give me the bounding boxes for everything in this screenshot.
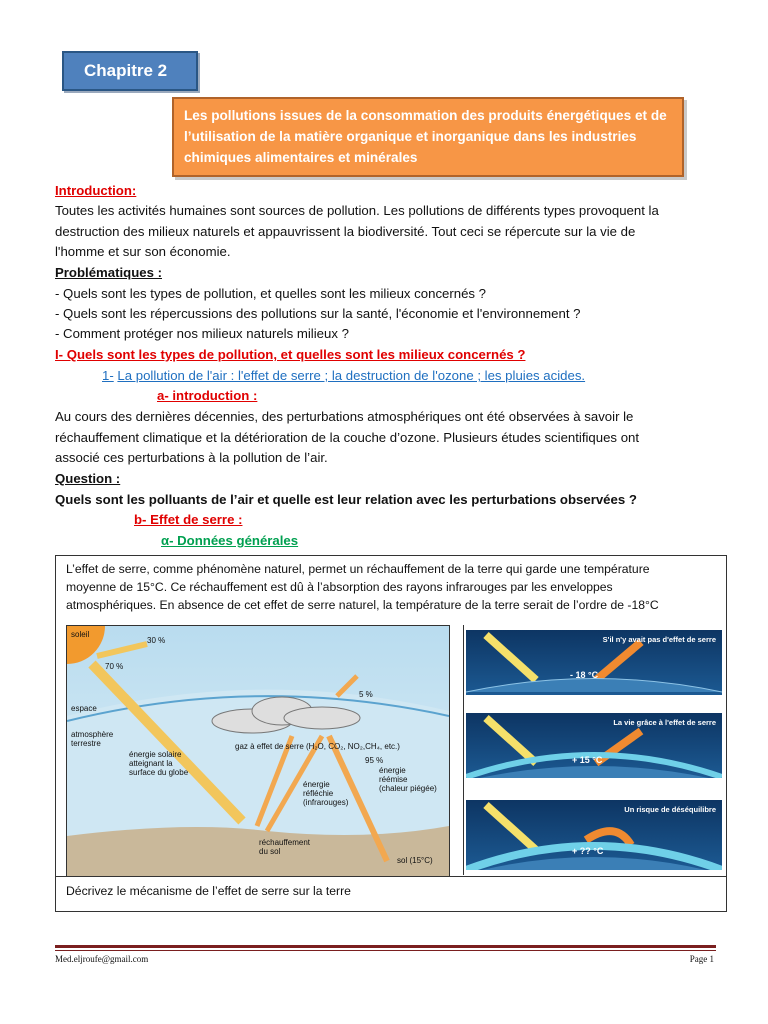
label-espace: espace [71, 704, 97, 713]
panel-caption: Un risque de déséquilibre [624, 805, 716, 814]
label-rechauffement: réchauffement du sol [259, 838, 310, 856]
label-atmosphere: atmosphère terrestre [71, 730, 114, 748]
frame-intro-line: moyenne de 15°C. Ce réchauffement est dû à l’absorption des rayons infrarouges par les enveloppes [66, 580, 613, 595]
problematic-item: - Quels sont les types de pollution, et quelles sont les milieux concernés ? [55, 286, 487, 301]
label-reemise: énergie réémise (chaleur piégée) [379, 766, 437, 793]
alpha-heading: α- Données générales [161, 533, 299, 548]
question-label: Question : [55, 471, 121, 486]
label-95: 95 % [365, 756, 384, 765]
subsection-number: 1- [102, 368, 114, 383]
panel-no-greenhouse [466, 630, 722, 695]
a-heading: a- introduction : [157, 388, 258, 403]
panel-imbalance [466, 800, 722, 870]
label-70: 70 % [105, 662, 124, 671]
greenhouse-diagram-art [67, 626, 449, 876]
intro-heading: Introduction: [55, 183, 137, 198]
frame-intro [66, 560, 659, 615]
b-heading: b- Effet de serre : [134, 512, 243, 527]
chapter-title: Les pollutions issues de la consommation des produits énergétiques et de l’utilisation de la matière organique et inorganique dans les industries chimiques alimentaires et minérales [172, 97, 684, 177]
frame-intro-line: atmosphériques. En absence de cet effet de serre naturel, la température de la terre serait de l’ordre de -18°C [66, 598, 659, 613]
footer-rule [55, 945, 716, 948]
intro-line: Toutes les activités humaines sont sources de pollution. Les pollutions de différents types provoquent la [55, 203, 659, 218]
label-gaz: gaz à effet de serre (H₂O, CO₂, NO₂,CH₄, etc.) [235, 742, 400, 751]
frame-prompt: Décrivez le mécanisme de l’effet de serre sur la terre [66, 884, 351, 898]
footer-page: Page 1 [689, 954, 714, 964]
chapter-label: Chapitre 2 [84, 61, 168, 80]
panel-caption: La vie grâce à l'effet de serre [613, 718, 716, 727]
intro-line: l'homme et sur son économie. [55, 244, 231, 259]
label-energie-solaire: énergie solaire atteignant la surface du globe [129, 750, 189, 777]
panel-temp: - 18 °C [570, 670, 599, 680]
problematic-item: - Quels sont les répercussions des pollutions sur la santé, l'économie et l'environnement ? [55, 306, 581, 321]
subsection-title [102, 366, 585, 387]
intro-line: destruction des milieux naturels et appauvrissent la biodiversité. Tout ceci se répercute sur la vie de [55, 224, 636, 239]
subsection-text: La pollution de l'air : l'effet de serre ; la destruction de l'ozone ; les pluies acides. [117, 368, 586, 383]
label-reflechie: énergie réfléchie (infrarouges) [303, 780, 349, 807]
chapter-badge [62, 51, 198, 91]
frame-intro-line: L’effet de serre, comme phénomène naturel, permet un réchauffement de la terre qui garde une température [66, 562, 650, 576]
problematic-item: - Comment protéger nos milieux naturels milieux ? [55, 326, 349, 341]
greenhouse-diagram [66, 625, 450, 877]
panel-temp: + 15 °C [572, 755, 603, 765]
panel-caption: S'il n'y avait pas d'effet de serre [602, 635, 716, 644]
section1-heading: I- Quels sont les types de pollution, et quelles sont les milieux concernés ? [55, 347, 526, 362]
problematics-heading: Problématiques : [55, 265, 162, 280]
label-5: 5 % [359, 690, 373, 699]
panel-temp: + ?? °C [572, 846, 604, 856]
a-line: réchauffement climatique et la détérioration de la couche d’ozone. Plusieurs études scientifiques ont [55, 430, 640, 445]
footer-email: Med.eljroufe@gmail.com [55, 954, 149, 964]
a-line: Au cours des dernières décennies, des perturbations atmosphériques ont été observées à savoir le [55, 409, 634, 424]
label-sol: sol (15°C) [397, 856, 433, 865]
label-soleil: soleil [71, 630, 90, 639]
panel-greenhouse [466, 713, 722, 778]
footer-rule-thin [55, 950, 716, 951]
a-line: associé ces perturbations à la pollution de l’air. [55, 450, 328, 465]
question-text: Quels sont les polluants de l’air et quelle est leur relation avec les perturbations observées ? [55, 492, 637, 507]
label-30: 30 % [147, 636, 166, 645]
